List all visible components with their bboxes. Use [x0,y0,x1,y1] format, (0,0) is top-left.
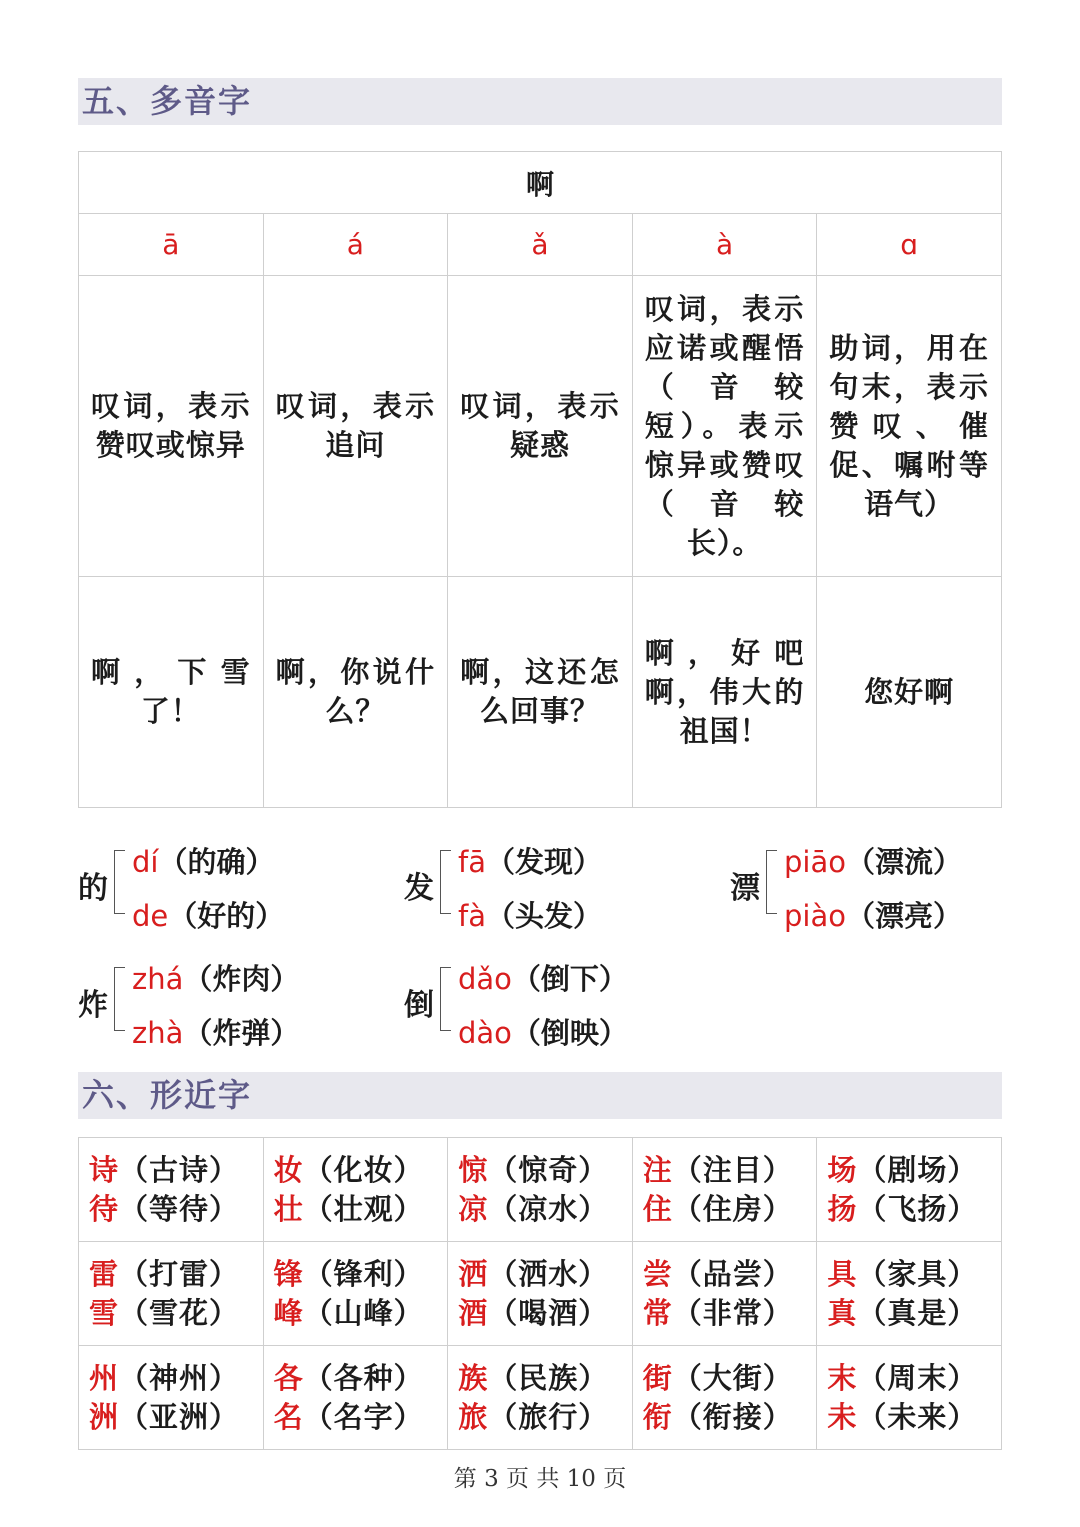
pair-word: （山峰） [303,1295,424,1330]
pair-word: （飞扬） [857,1191,978,1226]
pair-char: 诗 [89,1152,120,1187]
pair-char: 雪 [89,1295,120,1330]
reading-pinyin: fà [458,899,486,933]
section-title-polyphonic: 五、多音字 [78,78,1002,125]
pair-char: 具 [827,1256,858,1291]
reading-line [132,840,274,881]
pair-line [264,1255,448,1294]
meaning-text: 助词，用在句末，表示赞叹、催促、嘱咐等语气） [829,330,989,521]
table-row [79,1346,1002,1450]
reading-pinyin: dí [132,845,159,879]
pair-word: （化妆） [303,1152,424,1187]
pair-char: 真 [827,1295,858,1330]
pair-cell [632,1242,817,1346]
example-cell [448,577,633,808]
pair-line [79,1294,263,1333]
example-cell [817,577,1002,808]
pair-word: （古诗） [119,1152,240,1187]
pair-line [448,1255,632,1294]
meaning-cell [79,276,264,577]
pair-char: 注 [642,1152,673,1187]
table-row [79,1138,1002,1242]
pair-char: 各 [273,1360,304,1395]
pair-word: （未来） [857,1399,978,1434]
reading-word: （漂流） [845,845,962,879]
pair-word: （衔接） [672,1399,793,1434]
pinyin-cell: ɑ [817,214,1002,276]
pair-line [633,1398,817,1437]
reading-line [784,840,962,881]
pair-line [79,1151,263,1190]
pair-char: 壮 [273,1191,304,1226]
pair-line [817,1255,1001,1294]
group-character: 炸 [78,988,108,1023]
group-character: 发 [404,871,434,906]
reading-word: （倒映） [511,1016,628,1050]
pair-word: （神州） [119,1360,240,1395]
meaning-text: 叹词，表示疑惑 [460,389,620,462]
example-text: 啊，你说什么？ [275,655,436,728]
meaning-cell [263,276,448,577]
bracket-icon [114,967,125,1031]
pair-word: （惊奇） [488,1152,609,1187]
bracket-icon [440,850,451,914]
pair-cell [632,1346,817,1450]
pair-word: （大街） [672,1360,793,1395]
reading-line [458,840,602,881]
reading-word: （倒下） [511,962,628,996]
pair-char: 凉 [458,1191,489,1226]
pair-char: 名 [273,1399,304,1434]
pair-cell [817,1138,1002,1242]
pair-line [264,1398,448,1437]
pair-line [264,1190,448,1229]
reading-word: （好的） [168,899,285,933]
pair-char: 锋 [273,1256,304,1291]
pair-line [633,1151,817,1190]
group-character: 的 [78,871,108,906]
reading-pinyin: fā [458,845,486,879]
pair-line [633,1190,817,1229]
pair-char: 待 [89,1191,120,1226]
pair-word: （注目） [672,1152,793,1187]
example-text: 啊，下雪了！ [91,655,251,728]
pair-cell [448,1346,633,1450]
pair-char: 未 [827,1399,858,1434]
meaning-cell [448,276,633,577]
reading-word: （漂亮） [845,899,962,933]
pair-char: 州 [89,1360,120,1395]
reading-line [132,957,299,998]
reading-word: （炸弹） [183,1016,300,1050]
reading-pinyin: piào [784,899,846,933]
pair-line [79,1255,263,1294]
pair-word: （名字） [303,1399,424,1434]
pair-word: （打雷） [119,1256,240,1291]
pair-line [448,1190,632,1229]
pair-line [633,1294,817,1333]
reading-line [458,1011,628,1052]
pair-char: 族 [458,1360,489,1395]
pair-char: 峰 [273,1295,304,1330]
reading-word: （炸肉） [183,962,300,996]
pair-char: 惊 [458,1152,489,1187]
reading-pinyin: zhá [132,962,184,996]
pair-word: （品尝） [672,1256,793,1291]
reading-pinyin: de [132,899,169,933]
reading-pinyin: piāo [784,845,846,879]
pair-cell [263,1242,448,1346]
pair-line [817,1151,1001,1190]
bracket-icon [114,850,125,914]
example-cell [79,577,264,808]
pair-line [448,1151,632,1190]
pair-char: 衔 [642,1399,673,1434]
pinyin-cell: ǎ [448,214,633,276]
pair-line [79,1190,263,1229]
pair-word: （家具） [857,1256,978,1291]
pair-line [448,1294,632,1333]
meaning-cell [632,276,817,577]
pair-word: （剧场） [857,1152,978,1187]
reading-pinyin: dào [458,1016,512,1050]
reading-pinyin: dǎo [458,962,512,996]
pair-char: 常 [642,1295,673,1330]
reading-word: （头发） [485,899,602,933]
table-header-character: 啊 [79,152,1002,214]
group-character: 漂 [730,871,760,906]
pair-cell [817,1346,1002,1450]
bracket-icon [440,967,451,1031]
pair-cell [79,1138,264,1242]
pair-char: 妆 [273,1152,304,1187]
pair-line [264,1359,448,1398]
pair-char: 雷 [89,1256,120,1291]
bracket-icon [766,850,777,914]
pair-word: （各种） [303,1360,424,1395]
pair-char: 末 [827,1360,858,1395]
pair-line [79,1359,263,1398]
reading-word: （发现） [485,845,602,879]
pair-char: 洲 [89,1399,120,1434]
reading-pinyin: zhà [132,1016,184,1050]
pair-char: 酒 [458,1295,489,1330]
page-number-footer: 第 3 页 共 10 页 [453,1466,627,1492]
pair-line [817,1398,1001,1437]
section-title-similar: 六、形近字 [78,1072,1002,1119]
pair-line [817,1190,1001,1229]
pair-char: 旅 [458,1399,489,1434]
pair-line [264,1294,448,1333]
pair-word: （洒水） [488,1256,609,1291]
meaning-text: 叹词，表示应诺或醒悟（音较短）。表示惊异或赞叹（音较长）。 [644,291,805,560]
example-text: 啊，这还怎么回事？ [460,655,620,728]
pair-cell [79,1346,264,1450]
pair-cell [79,1242,264,1346]
pair-char: 尝 [642,1256,673,1291]
pair-word: （喝酒） [488,1295,609,1330]
pair-word: （壮观） [303,1191,424,1226]
pair-word: （雪花） [119,1295,240,1330]
example-text: 您好啊 [864,674,955,709]
reading-line [132,1011,299,1052]
pair-word: （非常） [672,1295,793,1330]
pair-word: （旅行） [488,1399,609,1434]
pair-line [448,1359,632,1398]
pair-word: （真是） [857,1295,978,1330]
pair-word: （凉水） [488,1191,609,1226]
meaning-text: 叹词，表示赞叹或惊异 [91,389,251,462]
example-cell [632,577,817,808]
pair-char: 街 [642,1360,673,1395]
pair-char: 扬 [827,1191,858,1226]
pair-cell [448,1242,633,1346]
pair-line [817,1359,1001,1398]
pair-word: （民族） [488,1360,609,1395]
pair-line [633,1255,817,1294]
pinyin-cell: à [632,214,817,276]
pair-cell [817,1242,1002,1346]
pair-word: （锋利） [303,1256,424,1291]
reading-line [784,894,962,935]
pair-word: （亚洲） [119,1399,240,1434]
reading-line [458,957,628,998]
meaning-cell [817,276,1002,577]
example-cell [263,577,448,808]
pair-word: （周末） [857,1360,978,1395]
pair-word: （等待） [119,1191,240,1226]
pair-line [264,1151,448,1190]
reading-line [132,894,284,935]
pinyin-cell: á [263,214,448,276]
pair-line [633,1359,817,1398]
table-row [79,1242,1002,1346]
meaning-text: 叹词，表示追问 [275,389,436,462]
pair-line [79,1398,263,1437]
pair-char: 场 [827,1152,858,1187]
pair-line [817,1294,1001,1333]
reading-line [458,894,602,935]
reading-word: （的确） [158,845,275,879]
pair-cell [632,1138,817,1242]
pinyin-cell: ā [79,214,264,276]
pair-cell [448,1138,633,1242]
polyphonic-a-table [78,151,1002,808]
pair-char: 住 [642,1191,673,1226]
pair-cell [263,1346,448,1450]
pair-word: （住房） [672,1191,793,1226]
pair-char: 洒 [458,1256,489,1291]
similar-characters-table [78,1137,1002,1450]
group-character: 倒 [404,988,434,1023]
pair-cell [263,1138,448,1242]
pair-line [448,1398,632,1437]
example-text: 啊，好吧啊，伟大的祖国！ [644,635,805,748]
